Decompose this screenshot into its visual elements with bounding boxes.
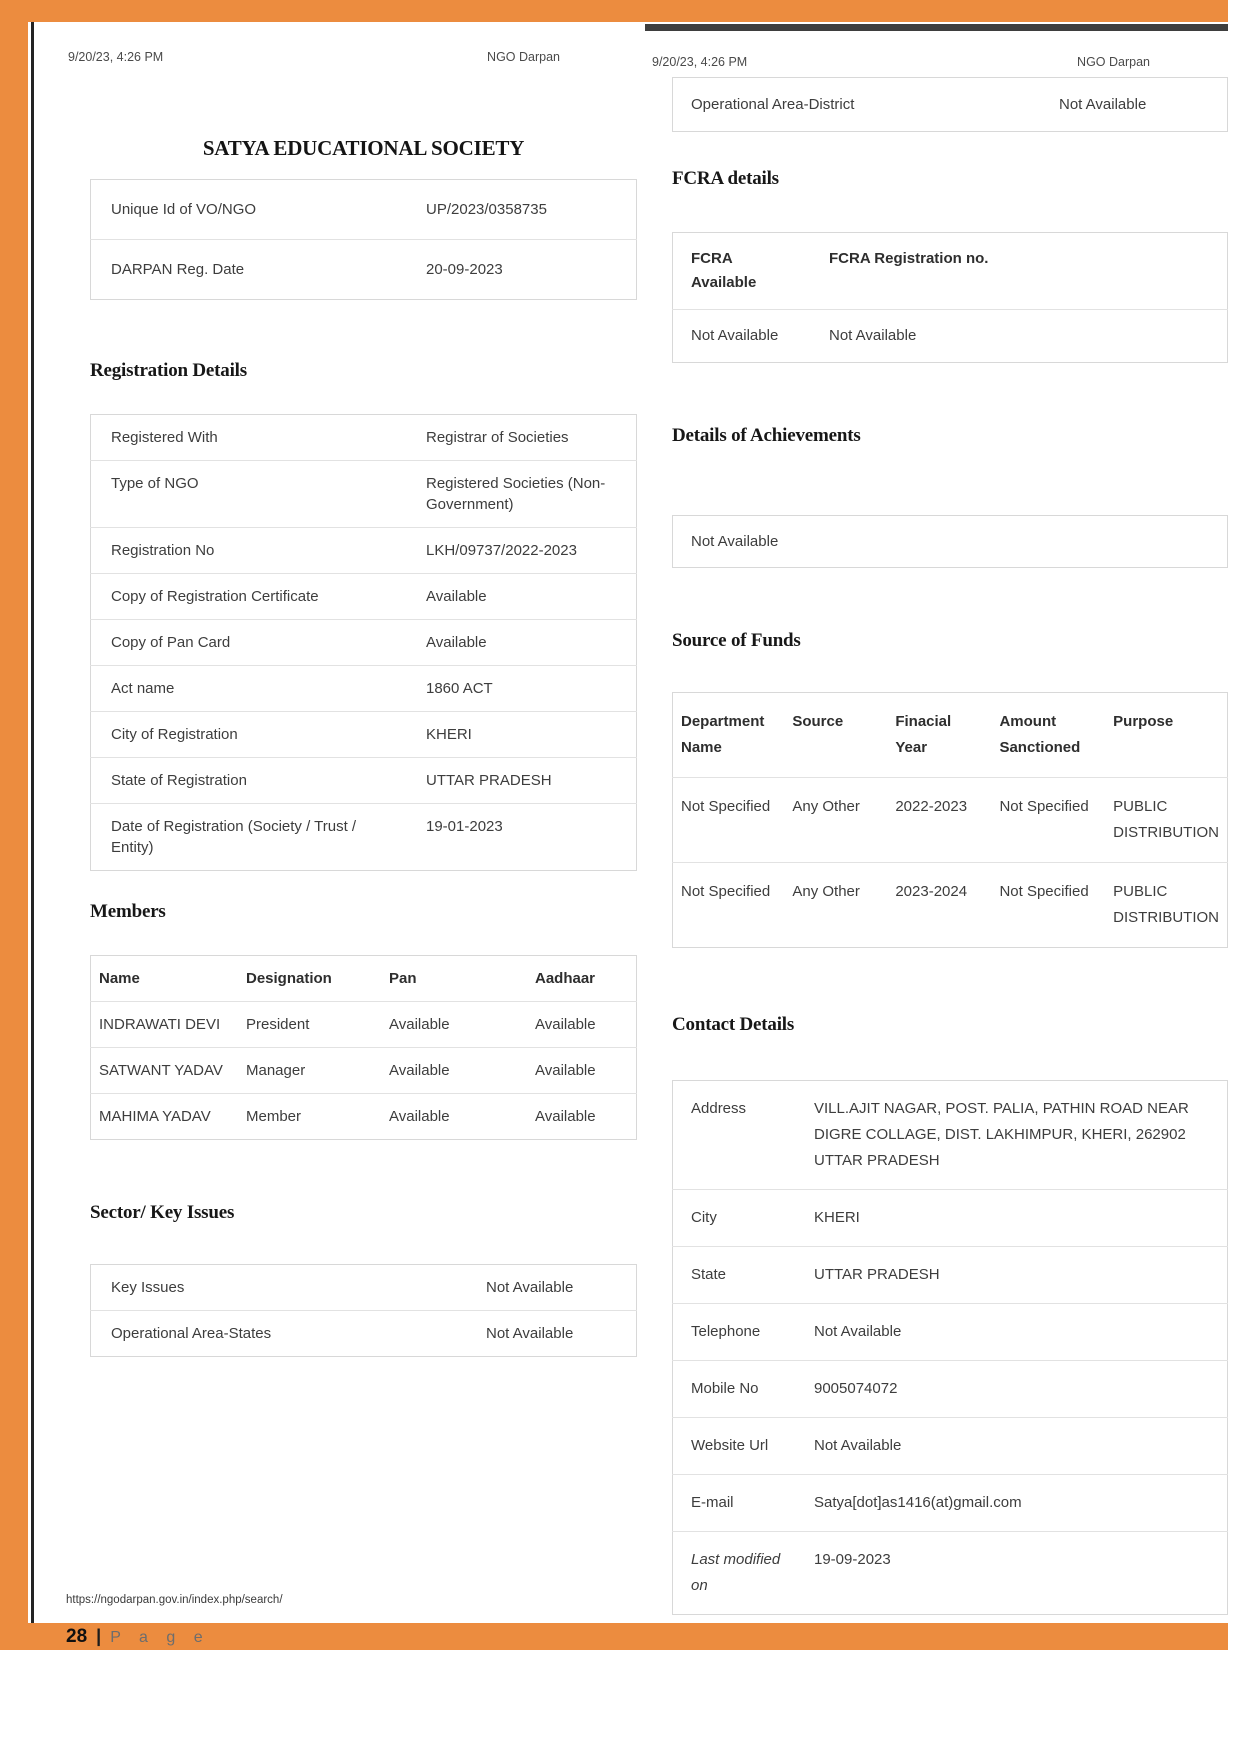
left-accent-strip — [0, 0, 28, 1650]
row-label: City of Registration — [91, 712, 407, 758]
fund-source: Any Other — [784, 778, 887, 863]
row-label: City — [673, 1190, 797, 1247]
page-number: 28 — [66, 1625, 88, 1647]
table-row — [673, 863, 1228, 948]
right-page-column — [645, 22, 1228, 1615]
table-row — [91, 1048, 637, 1094]
financial-year: 2022-2023 — [887, 778, 991, 863]
row-label: Website Url — [673, 1418, 797, 1475]
table-row — [91, 1094, 637, 1140]
col-header-financial-year: Finacial Year — [895, 713, 952, 756]
source-of-funds-table — [672, 692, 1228, 948]
row-label: Key Issues — [111, 1279, 185, 1296]
member-designation: Member — [238, 1094, 381, 1140]
row-value: UP/2023/0358735 — [426, 201, 547, 218]
row-value: Not Available — [466, 1311, 637, 1357]
fcra-registration-no-value: Not Available — [811, 310, 1228, 363]
table-header-row — [91, 956, 637, 1002]
row-label: State — [673, 1247, 797, 1304]
member-name: SATWANT YADAV — [91, 1048, 239, 1094]
amount-sanctioned: Not Specified — [991, 863, 1105, 948]
screenshot-top-border — [645, 24, 1228, 31]
table-row — [673, 78, 1228, 132]
registration-details-heading: Registration Details — [90, 360, 247, 381]
row-value: Registrar of Societies — [426, 429, 569, 446]
print-header-left — [33, 22, 640, 64]
members-heading: Members — [90, 901, 166, 922]
department-name: Not Specified — [673, 778, 785, 863]
amount-sanctioned: Not Specified — [991, 778, 1105, 863]
table-row — [673, 1304, 1228, 1361]
sector-key-issues-table — [90, 1264, 637, 1357]
row-label: Telephone — [673, 1304, 797, 1361]
fcra-table — [672, 232, 1228, 363]
fcra-details-heading: FCRA details — [672, 168, 779, 189]
achievements-table — [672, 515, 1228, 568]
ngo-title: SATYA EDUCATIONAL SOCIETY — [202, 136, 525, 160]
table-row — [91, 461, 637, 528]
table-row — [91, 712, 637, 758]
table-row — [91, 804, 637, 871]
print-timestamp: 9/20/23, 4:26 PM — [68, 50, 164, 64]
table-header-row — [673, 693, 1228, 778]
col-header-amount-sanctioned: Amount Sanctioned — [999, 713, 1081, 756]
row-label: Type of NGO — [91, 461, 407, 528]
row-label: Operational Area-States — [91, 1311, 467, 1357]
members-table — [90, 955, 637, 1140]
row-label: Registered With — [111, 429, 218, 446]
row-value: 20-09-2023 — [406, 240, 637, 300]
print-timestamp: 9/20/23, 4:26 PM — [652, 55, 748, 69]
member-pan: Available — [381, 1002, 527, 1048]
row-value: KHERI — [406, 712, 637, 758]
contact-city-value: KHERI — [796, 1190, 1228, 1247]
col-header-source: Source — [792, 713, 844, 730]
table-header-row — [673, 233, 1228, 310]
row-label: Unique Id of VO/NGO — [111, 201, 257, 218]
source-url: https://ngodarpan.gov.in/index.php/search/ — [66, 1594, 283, 1606]
registration-details-table — [90, 414, 637, 871]
table-row — [91, 1265, 637, 1311]
table-row — [673, 778, 1228, 863]
row-value: Available — [406, 574, 637, 620]
row-label: E-mail — [673, 1475, 797, 1532]
table-row — [673, 1532, 1228, 1615]
contact-website-value: Not Available — [796, 1418, 1228, 1475]
unique-id-table — [90, 179, 637, 300]
contact-telephone-value: Not Available — [796, 1304, 1228, 1361]
row-label: Copy of Pan Card — [91, 620, 407, 666]
row-value: Available — [406, 620, 637, 666]
row-value: 19-01-2023 — [406, 804, 637, 871]
fund-purpose: PUBLIC DISTRIBUTION — [1105, 778, 1227, 863]
member-aadhaar: Available — [527, 1094, 637, 1140]
print-header-right — [645, 31, 1228, 69]
table-row — [673, 1361, 1228, 1418]
row-label: Operational Area-District — [691, 96, 855, 113]
table-row — [673, 1247, 1228, 1304]
contact-address-value: VILL.AJIT NAGAR, POST. PALIA, PATHIN ROAD NEAR DIGRE COLLAGE, DIST. LAKHIMPUR, KHERI, 262902 UTTAR PRADESH — [814, 1100, 1189, 1169]
contact-details-table — [672, 1080, 1228, 1615]
department-name: Not Specified — [673, 863, 785, 948]
table-row — [91, 1311, 637, 1357]
row-label: Date of Registration (Society / Trust / Entity) — [91, 804, 407, 871]
member-name: INDRAWATI DEVI — [91, 1002, 239, 1048]
row-value: Registered Societies (Non-Government) — [406, 461, 637, 528]
col-header-designation: Designation — [246, 970, 332, 987]
col-header-aadhaar: Aadhaar — [535, 970, 596, 987]
operational-district-table — [672, 77, 1228, 132]
col-header-purpose: Purpose — [1113, 713, 1174, 730]
row-label: Copy of Registration Certificate — [91, 574, 407, 620]
col-header-fcra-available: FCRA Available — [691, 250, 757, 291]
member-aadhaar: Available — [527, 1002, 637, 1048]
contact-state-value: UTTAR PRADESH — [796, 1247, 1228, 1304]
top-accent-bar — [0, 0, 1228, 22]
page-number-separator: | — [96, 1625, 102, 1646]
site-name: NGO Darpan — [1077, 55, 1150, 69]
table-row — [673, 1475, 1228, 1532]
member-aadhaar: Available — [527, 1048, 637, 1094]
contact-details-heading: Contact Details — [672, 1014, 795, 1035]
source-of-funds-heading: Source of Funds — [672, 630, 801, 651]
member-pan: Available — [381, 1048, 527, 1094]
table-row — [673, 1190, 1228, 1247]
col-header-department-name: Department Name — [681, 713, 765, 756]
table-row — [91, 180, 637, 240]
table-row — [91, 240, 637, 300]
table-row — [91, 415, 637, 461]
col-header-fcra-registration-no: FCRA Registration no. — [829, 250, 989, 267]
member-designation: President — [238, 1002, 381, 1048]
table-row — [91, 574, 637, 620]
table-row — [673, 1081, 1228, 1190]
row-label: Last modified on — [673, 1532, 797, 1615]
member-pan: Available — [381, 1094, 527, 1140]
table-row — [673, 1418, 1228, 1475]
member-designation: Manager — [238, 1048, 381, 1094]
row-label: Address — [691, 1100, 747, 1117]
member-name: MAHIMA YADAV — [91, 1094, 239, 1140]
achievements-heading: Details of Achievements — [672, 425, 861, 446]
row-label: DARPAN Reg. Date — [91, 240, 407, 300]
col-header-pan: Pan — [389, 970, 417, 987]
achievements-value: Not Available — [691, 533, 779, 550]
row-value: Not Available — [1059, 96, 1147, 113]
table-row — [91, 620, 637, 666]
row-label: Mobile No — [673, 1361, 797, 1418]
page-number-block — [66, 1626, 210, 1648]
footer-bar — [0, 1623, 1228, 1650]
row-value: LKH/09737/2022-2023 — [406, 528, 637, 574]
fund-purpose: PUBLIC DISTRIBUTION — [1105, 863, 1227, 948]
table-row — [673, 310, 1228, 363]
table-row — [91, 758, 637, 804]
left-page-column — [33, 22, 640, 1357]
row-label: State of Registration — [91, 758, 407, 804]
row-value: Not Available — [486, 1279, 574, 1296]
financial-year: 2023-2024 — [887, 863, 991, 948]
contact-email-value: Satya[dot]as1416(at)gmail.com — [796, 1475, 1228, 1532]
row-value: 1860 ACT — [406, 666, 637, 712]
table-row — [91, 666, 637, 712]
page-word: P a g e — [110, 1628, 210, 1646]
contact-mobile-value: 9005074072 — [796, 1361, 1228, 1418]
table-row — [673, 516, 1228, 568]
row-label: Act name — [91, 666, 407, 712]
fcra-available-value: Not Available — [673, 310, 812, 363]
table-row — [91, 1002, 637, 1048]
row-value: UTTAR PRADESH — [406, 758, 637, 804]
col-header-name: Name — [99, 970, 140, 987]
contact-last-modified-value: 19-09-2023 — [796, 1532, 1228, 1615]
row-label: Registration No — [91, 528, 407, 574]
fund-source: Any Other — [784, 863, 887, 948]
site-name: NGO Darpan — [487, 50, 560, 64]
table-row — [91, 528, 637, 574]
sector-key-issues-heading: Sector/ Key Issues — [90, 1202, 235, 1223]
